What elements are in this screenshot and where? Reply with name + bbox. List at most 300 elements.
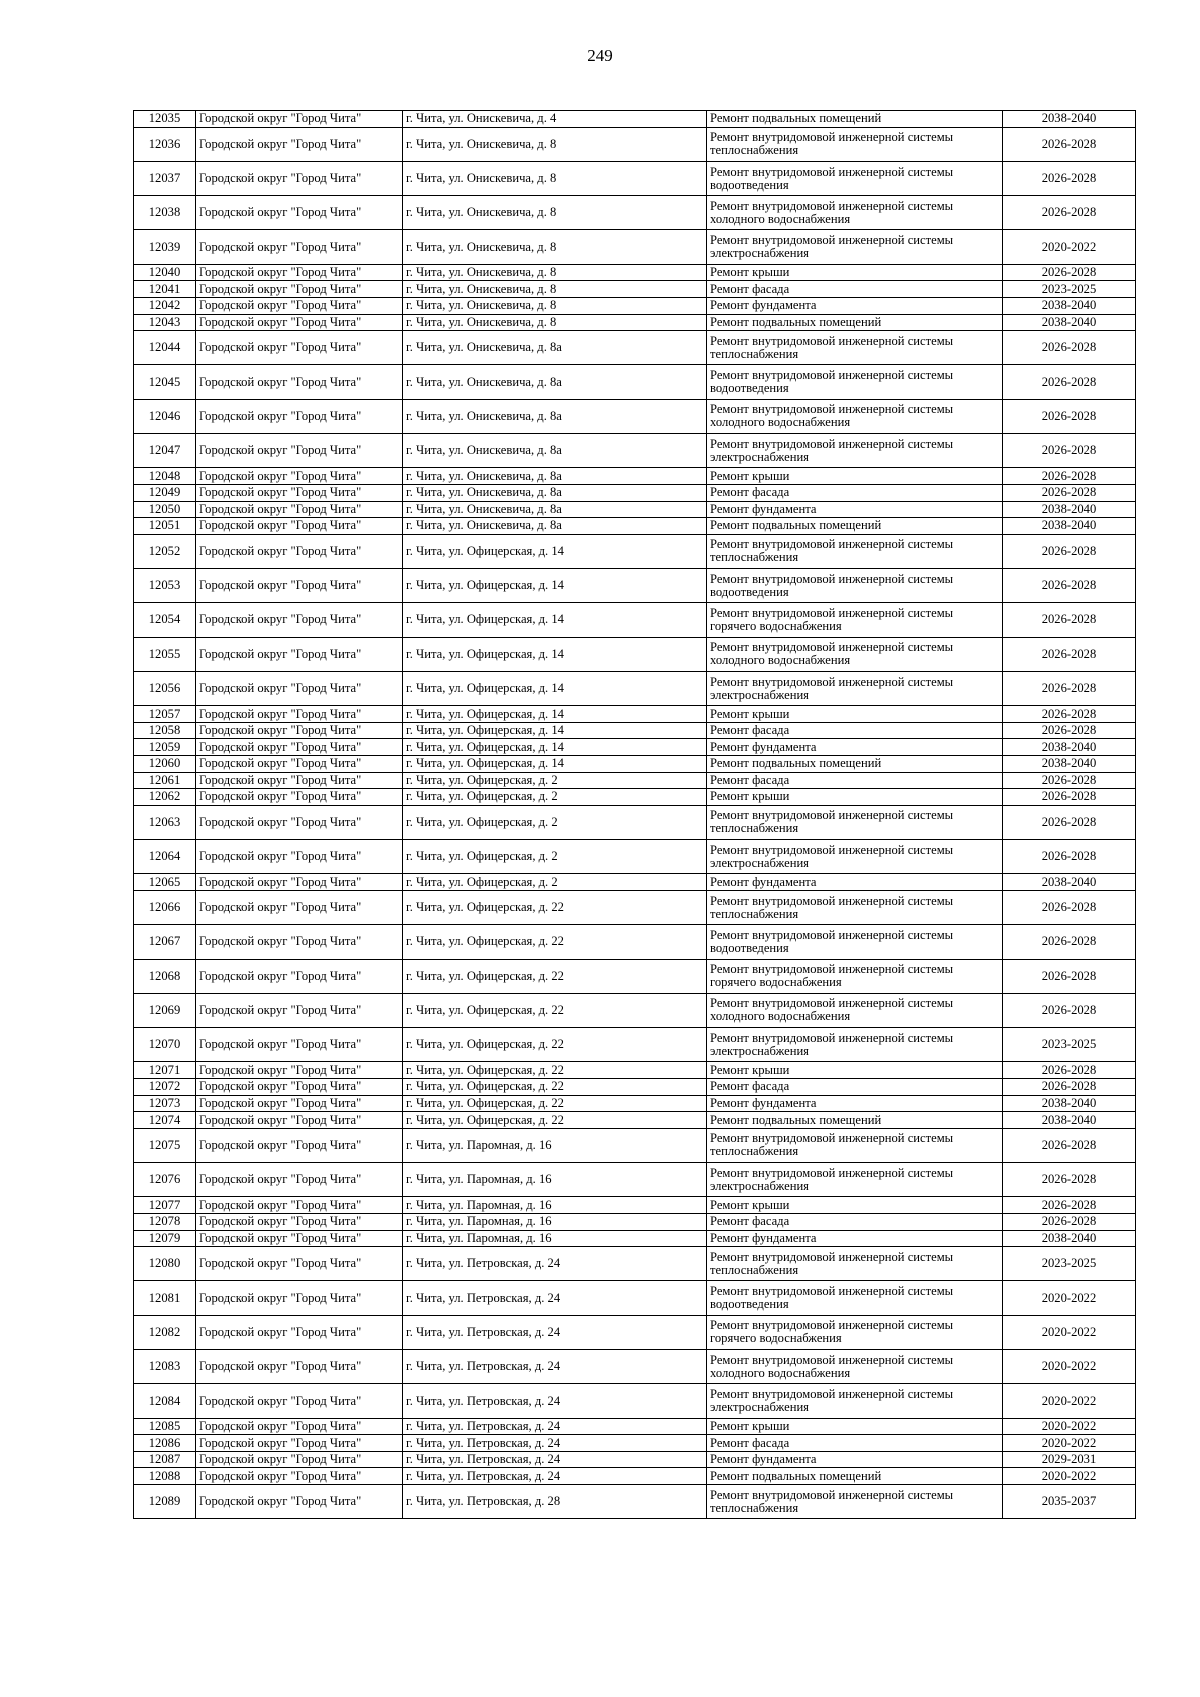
- row-number: 12088: [134, 1468, 196, 1485]
- period-cell: 2038-2040: [1003, 111, 1136, 128]
- work-type-cell: Ремонт подвальных помещений: [707, 314, 1003, 331]
- address-cell: г. Чита, ул. Петровская, д. 24: [403, 1435, 707, 1452]
- table-row: [134, 959, 1136, 993]
- municipality-cell: Городской округ "Город Чита": [196, 399, 403, 433]
- table-row: [134, 264, 1136, 281]
- period-cell: 2020-2022: [1003, 1418, 1136, 1435]
- period-cell: 2038-2040: [1003, 501, 1136, 518]
- period-cell: 2026-2028: [1003, 331, 1136, 365]
- table-row: [134, 993, 1136, 1027]
- period-cell: 2026-2028: [1003, 805, 1136, 839]
- period-cell: 2026-2028: [1003, 637, 1136, 671]
- table-row: [134, 706, 1136, 723]
- table-row: [134, 331, 1136, 365]
- row-number: 12045: [134, 365, 196, 399]
- municipality-cell: Городской округ "Город Чита": [196, 484, 403, 501]
- table-row: [134, 111, 1136, 128]
- row-number: 12082: [134, 1315, 196, 1349]
- address-cell: г. Чита, ул. Онискевича, д. 8: [403, 281, 707, 298]
- work-type-cell: Ремонт подвальных помещений: [707, 755, 1003, 772]
- work-type-cell: Ремонт внутридомовой инженерной системы теплоснабжения: [707, 127, 1003, 161]
- period-cell: 2026-2028: [1003, 264, 1136, 281]
- work-type-cell: Ремонт внутридомовой инженерной системы водоотведения: [707, 161, 1003, 195]
- address-cell: г. Чита, ул. Офицерская, д. 14: [403, 603, 707, 637]
- work-type-cell: Ремонт фасада: [707, 1435, 1003, 1452]
- row-number: 12052: [134, 534, 196, 568]
- municipality-cell: Городской округ "Город Чита": [196, 569, 403, 603]
- address-cell: г. Чита, ул. Офицерская, д. 14: [403, 722, 707, 739]
- municipality-cell: Городской округ "Город Чита": [196, 1028, 403, 1062]
- table-row: [134, 840, 1136, 874]
- period-cell: 2026-2028: [1003, 722, 1136, 739]
- work-type-cell: Ремонт внутридомовой инженерной системы электроснабжения: [707, 1163, 1003, 1197]
- work-type-cell: Ремонт внутридомовой инженерной системы горячего водоснабжения: [707, 1315, 1003, 1349]
- municipality-cell: Городской округ "Город Чита": [196, 230, 403, 264]
- work-type-cell: Ремонт внутридомовой инженерной системы теплоснабжения: [707, 805, 1003, 839]
- table-row: [134, 1163, 1136, 1197]
- period-cell: 2038-2040: [1003, 755, 1136, 772]
- municipality-cell: Городской округ "Город Чита": [196, 789, 403, 806]
- table-row: [134, 484, 1136, 501]
- municipality-cell: Городской округ "Город Чита": [196, 925, 403, 959]
- work-type-cell: Ремонт подвальных помещений: [707, 1468, 1003, 1485]
- row-number: 12035: [134, 111, 196, 128]
- table-row: [134, 127, 1136, 161]
- row-number: 12063: [134, 805, 196, 839]
- municipality-cell: Городской округ "Город Чита": [196, 196, 403, 230]
- work-type-cell: Ремонт внутридомовой инженерной системы электроснабжения: [707, 434, 1003, 468]
- period-cell: 2029-2031: [1003, 1451, 1136, 1468]
- address-cell: г. Чита, ул. Петровская, д. 28: [403, 1485, 707, 1519]
- table-row: [134, 399, 1136, 433]
- period-cell: 2026-2028: [1003, 1079, 1136, 1096]
- municipality-cell: Городской округ "Город Чита": [196, 281, 403, 298]
- work-type-cell: Ремонт внутридомовой инженерной системы электроснабжения: [707, 1028, 1003, 1062]
- municipality-cell: Городской округ "Город Чита": [196, 297, 403, 314]
- table-row: [134, 468, 1136, 485]
- period-cell: 2026-2028: [1003, 1214, 1136, 1231]
- municipality-cell: Городской округ "Город Чита": [196, 805, 403, 839]
- row-number: 12041: [134, 281, 196, 298]
- period-cell: 2035-2037: [1003, 1485, 1136, 1519]
- row-number: 12077: [134, 1197, 196, 1214]
- row-number: 12046: [134, 399, 196, 433]
- period-cell: 2026-2028: [1003, 840, 1136, 874]
- address-cell: г. Чита, ул. Паромная, д. 16: [403, 1163, 707, 1197]
- address-cell: г. Чита, ул. Петровская, д. 24: [403, 1247, 707, 1281]
- row-number: 12056: [134, 671, 196, 705]
- municipality-cell: Городской округ "Город Чита": [196, 706, 403, 723]
- table-row: [134, 755, 1136, 772]
- work-type-cell: Ремонт крыши: [707, 1418, 1003, 1435]
- address-cell: г. Чита, ул. Офицерская, д. 2: [403, 772, 707, 789]
- address-cell: г. Чита, ул. Онискевича, д. 8а: [403, 484, 707, 501]
- row-number: 12043: [134, 314, 196, 331]
- municipality-cell: Городской округ "Город Чита": [196, 671, 403, 705]
- municipality-cell: Городской округ "Город Чита": [196, 331, 403, 365]
- work-type-cell: Ремонт внутридомовой инженерной системы теплоснабжения: [707, 331, 1003, 365]
- period-cell: 2026-2028: [1003, 434, 1136, 468]
- municipality-cell: Городской округ "Город Чита": [196, 434, 403, 468]
- period-cell: 2026-2028: [1003, 789, 1136, 806]
- table-row: [134, 1062, 1136, 1079]
- row-number: 12084: [134, 1384, 196, 1418]
- municipality-cell: Городской округ "Город Чита": [196, 1062, 403, 1079]
- municipality-cell: Городской округ "Город Чита": [196, 874, 403, 891]
- row-number: 12079: [134, 1230, 196, 1247]
- work-type-cell: Ремонт крыши: [707, 1062, 1003, 1079]
- municipality-cell: Городской округ "Город Чита": [196, 1230, 403, 1247]
- work-type-cell: Ремонт фасада: [707, 772, 1003, 789]
- table-row: [134, 501, 1136, 518]
- address-cell: г. Чита, ул. Онискевича, д. 8: [403, 196, 707, 230]
- period-cell: 2026-2028: [1003, 890, 1136, 924]
- address-cell: г. Чита, ул. Петровская, д. 24: [403, 1350, 707, 1384]
- municipality-cell: Городской округ "Город Чита": [196, 501, 403, 518]
- municipality-cell: Городской округ "Город Чита": [196, 1128, 403, 1162]
- row-number: 12064: [134, 840, 196, 874]
- work-type-cell: Ремонт внутридомовой инженерной системы теплоснабжения: [707, 890, 1003, 924]
- period-cell: 2023-2025: [1003, 1028, 1136, 1062]
- period-cell: 2020-2022: [1003, 1350, 1136, 1384]
- municipality-cell: Городской округ "Город Чита": [196, 111, 403, 128]
- address-cell: г. Чита, ул. Офицерская, д. 22: [403, 1079, 707, 1096]
- row-number: 12038: [134, 196, 196, 230]
- municipality-cell: Городской округ "Город Чита": [196, 722, 403, 739]
- municipality-cell: Городской округ "Город Чита": [196, 755, 403, 772]
- row-number: 12055: [134, 637, 196, 671]
- municipality-cell: Городской округ "Город Чита": [196, 959, 403, 993]
- table-row: [134, 772, 1136, 789]
- work-type-cell: Ремонт внутридомовой инженерной системы холодного водоснабжения: [707, 637, 1003, 671]
- period-cell: 2026-2028: [1003, 925, 1136, 959]
- work-type-cell: Ремонт внутридомовой инженерной системы теплоснабжения: [707, 1485, 1003, 1519]
- table-body: [134, 111, 1136, 1519]
- address-cell: г. Чита, ул. Офицерская, д. 2: [403, 874, 707, 891]
- table-row: [134, 637, 1136, 671]
- municipality-cell: Городской округ "Город Чита": [196, 1468, 403, 1485]
- period-cell: 2038-2040: [1003, 518, 1136, 535]
- work-type-cell: Ремонт фасада: [707, 1214, 1003, 1231]
- work-type-cell: Ремонт внутридомовой инженерной системы горячего водоснабжения: [707, 603, 1003, 637]
- work-type-cell: Ремонт крыши: [707, 789, 1003, 806]
- table-row: [134, 874, 1136, 891]
- table-row: [134, 1350, 1136, 1384]
- address-cell: г. Чита, ул. Офицерская, д. 14: [403, 739, 707, 756]
- period-cell: 2026-2028: [1003, 161, 1136, 195]
- address-cell: г. Чита, ул. Офицерская, д. 14: [403, 706, 707, 723]
- period-cell: 2020-2022: [1003, 1468, 1136, 1485]
- table-row: [134, 230, 1136, 264]
- work-type-cell: Ремонт внутридомовой инженерной системы водоотведения: [707, 365, 1003, 399]
- period-cell: 2026-2028: [1003, 959, 1136, 993]
- period-cell: 2020-2022: [1003, 1435, 1136, 1452]
- table-row: [134, 1281, 1136, 1315]
- work-type-cell: Ремонт крыши: [707, 1197, 1003, 1214]
- address-cell: г. Чита, ул. Петровская, д. 24: [403, 1418, 707, 1435]
- municipality-cell: Городской округ "Город Чита": [196, 1079, 403, 1096]
- municipality-cell: Городской округ "Город Чита": [196, 739, 403, 756]
- address-cell: г. Чита, ул. Петровская, д. 24: [403, 1468, 707, 1485]
- row-number: 12062: [134, 789, 196, 806]
- table-row: [134, 890, 1136, 924]
- work-type-cell: Ремонт внутридомовой инженерной системы электроснабжения: [707, 840, 1003, 874]
- work-type-cell: Ремонт внутридомовой инженерной системы холодного водоснабжения: [707, 993, 1003, 1027]
- municipality-cell: Городской округ "Город Чита": [196, 1095, 403, 1112]
- table-row: [134, 297, 1136, 314]
- address-cell: г. Чита, ул. Петровская, д. 24: [403, 1451, 707, 1468]
- address-cell: г. Чита, ул. Онискевича, д. 8а: [403, 434, 707, 468]
- municipality-cell: Городской округ "Город Чита": [196, 264, 403, 281]
- address-cell: г. Чита, ул. Онискевича, д. 8: [403, 297, 707, 314]
- period-cell: 2038-2040: [1003, 1095, 1136, 1112]
- municipality-cell: Городской округ "Город Чита": [196, 1247, 403, 1281]
- table-row: [134, 1435, 1136, 1452]
- row-number: 12051: [134, 518, 196, 535]
- row-number: 12083: [134, 1350, 196, 1384]
- municipality-cell: Городской округ "Город Чита": [196, 1485, 403, 1519]
- row-number: 12036: [134, 127, 196, 161]
- table-row: [134, 805, 1136, 839]
- address-cell: г. Чита, ул. Офицерская, д. 22: [403, 993, 707, 1027]
- table-row: [134, 161, 1136, 195]
- repair-schedule-table: [133, 110, 1136, 1519]
- table-row: [134, 1095, 1136, 1112]
- work-type-cell: Ремонт крыши: [707, 468, 1003, 485]
- period-cell: 2026-2028: [1003, 534, 1136, 568]
- address-cell: г. Чита, ул. Офицерская, д. 22: [403, 925, 707, 959]
- table-row: [134, 1214, 1136, 1231]
- municipality-cell: Городской округ "Город Чита": [196, 1418, 403, 1435]
- row-number: 12057: [134, 706, 196, 723]
- row-number: 12076: [134, 1163, 196, 1197]
- municipality-cell: Городской округ "Город Чита": [196, 161, 403, 195]
- work-type-cell: Ремонт внутридомовой инженерной системы теплоснабжения: [707, 1128, 1003, 1162]
- table-row: [134, 569, 1136, 603]
- table-row: [134, 1315, 1136, 1349]
- row-number: 12087: [134, 1451, 196, 1468]
- address-cell: г. Чита, ул. Офицерская, д. 14: [403, 637, 707, 671]
- work-type-cell: Ремонт фундамента: [707, 1095, 1003, 1112]
- address-cell: г. Чита, ул. Паромная, д. 16: [403, 1214, 707, 1231]
- address-cell: г. Чита, ул. Онискевича, д. 8: [403, 264, 707, 281]
- address-cell: г. Чита, ул. Офицерская, д. 14: [403, 534, 707, 568]
- address-cell: г. Чита, ул. Онискевича, д. 8а: [403, 331, 707, 365]
- row-number: 12070: [134, 1028, 196, 1062]
- table-row: [134, 1418, 1136, 1435]
- row-number: 12086: [134, 1435, 196, 1452]
- address-cell: г. Чита, ул. Онискевича, д. 8: [403, 127, 707, 161]
- table-row: [134, 1485, 1136, 1519]
- address-cell: г. Чита, ул. Онискевича, д. 8: [403, 314, 707, 331]
- period-cell: 2026-2028: [1003, 603, 1136, 637]
- address-cell: г. Чита, ул. Офицерская, д. 22: [403, 1112, 707, 1129]
- municipality-cell: Городской округ "Город Чита": [196, 1384, 403, 1418]
- period-cell: 2026-2028: [1003, 706, 1136, 723]
- period-cell: 2023-2025: [1003, 281, 1136, 298]
- work-type-cell: Ремонт фундамента: [707, 1451, 1003, 1468]
- address-cell: г. Чита, ул. Офицерская, д. 2: [403, 805, 707, 839]
- work-type-cell: Ремонт подвальных помещений: [707, 111, 1003, 128]
- work-type-cell: Ремонт внутридомовой инженерной системы холодного водоснабжения: [707, 1350, 1003, 1384]
- table-row: [134, 434, 1136, 468]
- table-row: [134, 1247, 1136, 1281]
- period-cell: 2038-2040: [1003, 1112, 1136, 1129]
- period-cell: 2023-2025: [1003, 1247, 1136, 1281]
- municipality-cell: Городской округ "Город Чита": [196, 637, 403, 671]
- municipality-cell: Городской округ "Город Чита": [196, 518, 403, 535]
- period-cell: 2026-2028: [1003, 993, 1136, 1027]
- municipality-cell: Городской округ "Город Чита": [196, 1451, 403, 1468]
- address-cell: г. Чита, ул. Онискевича, д. 8а: [403, 399, 707, 433]
- address-cell: г. Чита, ул. Офицерская, д. 2: [403, 840, 707, 874]
- work-type-cell: Ремонт крыши: [707, 706, 1003, 723]
- work-type-cell: Ремонт фундамента: [707, 297, 1003, 314]
- work-type-cell: Ремонт внутридомовой инженерной системы водоотведения: [707, 569, 1003, 603]
- row-number: 12078: [134, 1214, 196, 1231]
- work-type-cell: Ремонт фундамента: [707, 874, 1003, 891]
- row-number: 12075: [134, 1128, 196, 1162]
- work-type-cell: Ремонт фундамента: [707, 501, 1003, 518]
- table-row: [134, 789, 1136, 806]
- municipality-cell: Городской округ "Город Чита": [196, 1214, 403, 1231]
- period-cell: 2026-2028: [1003, 671, 1136, 705]
- table-row: [134, 603, 1136, 637]
- row-number: 12089: [134, 1485, 196, 1519]
- address-cell: г. Чита, ул. Онискевича, д. 8а: [403, 468, 707, 485]
- municipality-cell: Городской округ "Город Чита": [196, 1281, 403, 1315]
- address-cell: г. Чита, ул. Офицерская, д. 14: [403, 569, 707, 603]
- table-row: [134, 1028, 1136, 1062]
- work-type-cell: Ремонт фасада: [707, 1079, 1003, 1096]
- period-cell: 2038-2040: [1003, 874, 1136, 891]
- period-cell: 2026-2028: [1003, 1128, 1136, 1162]
- period-cell: 2026-2028: [1003, 1163, 1136, 1197]
- row-number: 12060: [134, 755, 196, 772]
- address-cell: г. Чита, ул. Онискевича, д. 8: [403, 161, 707, 195]
- municipality-cell: Городской округ "Город Чита": [196, 993, 403, 1027]
- row-number: 12059: [134, 739, 196, 756]
- row-number: 12039: [134, 230, 196, 264]
- period-cell: 2020-2022: [1003, 1384, 1136, 1418]
- period-cell: 2038-2040: [1003, 297, 1136, 314]
- table-row: [134, 1468, 1136, 1485]
- municipality-cell: Городской округ "Город Чита": [196, 772, 403, 789]
- row-number: 12053: [134, 569, 196, 603]
- address-cell: г. Чита, ул. Офицерская, д. 22: [403, 1095, 707, 1112]
- table-row: [134, 671, 1136, 705]
- row-number: 12050: [134, 501, 196, 518]
- row-number: 12049: [134, 484, 196, 501]
- municipality-cell: Городской округ "Город Чита": [196, 1350, 403, 1384]
- page-number: 249: [587, 46, 613, 65]
- address-cell: г. Чита, ул. Офицерская, д. 22: [403, 1062, 707, 1079]
- municipality-cell: Городской округ "Город Чита": [196, 365, 403, 399]
- period-cell: 2020-2022: [1003, 1315, 1136, 1349]
- work-type-cell: Ремонт крыши: [707, 264, 1003, 281]
- row-number: 12080: [134, 1247, 196, 1281]
- period-cell: 2038-2040: [1003, 1230, 1136, 1247]
- municipality-cell: Городской округ "Город Чита": [196, 1112, 403, 1129]
- period-cell: 2026-2028: [1003, 569, 1136, 603]
- address-cell: г. Чита, ул. Онискевича, д. 8: [403, 230, 707, 264]
- municipality-cell: Городской округ "Город Чита": [196, 127, 403, 161]
- period-cell: 2026-2028: [1003, 1062, 1136, 1079]
- row-number: 12042: [134, 297, 196, 314]
- table-row: [134, 518, 1136, 535]
- row-number: 12044: [134, 331, 196, 365]
- row-number: 12065: [134, 874, 196, 891]
- row-number: 12071: [134, 1062, 196, 1079]
- address-cell: г. Чита, ул. Петровская, д. 24: [403, 1384, 707, 1418]
- row-number: 12066: [134, 890, 196, 924]
- table-row: [134, 534, 1136, 568]
- period-cell: 2026-2028: [1003, 484, 1136, 501]
- period-cell: 2026-2028: [1003, 468, 1136, 485]
- table-row: [134, 196, 1136, 230]
- row-number: 12067: [134, 925, 196, 959]
- table-row: [134, 1230, 1136, 1247]
- address-cell: г. Чита, ул. Офицерская, д. 2: [403, 789, 707, 806]
- period-cell: 2020-2022: [1003, 230, 1136, 264]
- municipality-cell: Городской округ "Город Чита": [196, 1163, 403, 1197]
- work-type-cell: Ремонт внутридомовой инженерной системы электроснабжения: [707, 1384, 1003, 1418]
- row-number: 12040: [134, 264, 196, 281]
- address-cell: г. Чита, ул. Онискевича, д. 8а: [403, 501, 707, 518]
- work-type-cell: Ремонт фасада: [707, 281, 1003, 298]
- address-cell: г. Чита, ул. Офицерская, д. 14: [403, 671, 707, 705]
- work-type-cell: Ремонт внутридомовой инженерной системы теплоснабжения: [707, 1247, 1003, 1281]
- period-cell: 2026-2028: [1003, 127, 1136, 161]
- table-row: [134, 1451, 1136, 1468]
- table-row: [134, 925, 1136, 959]
- municipality-cell: Городской округ "Город Чита": [196, 468, 403, 485]
- table-row: [134, 1079, 1136, 1096]
- row-number: 12054: [134, 603, 196, 637]
- address-cell: г. Чита, ул. Паромная, д. 16: [403, 1197, 707, 1214]
- municipality-cell: Городской округ "Город Чита": [196, 1315, 403, 1349]
- row-number: 12048: [134, 468, 196, 485]
- row-number: 12081: [134, 1281, 196, 1315]
- period-cell: 2026-2028: [1003, 1197, 1136, 1214]
- work-type-cell: Ремонт подвальных помещений: [707, 1112, 1003, 1129]
- period-cell: 2038-2040: [1003, 739, 1136, 756]
- municipality-cell: Городской округ "Город Чита": [196, 840, 403, 874]
- work-type-cell: Ремонт внутридомовой инженерной системы теплоснабжения: [707, 534, 1003, 568]
- row-number: 12073: [134, 1095, 196, 1112]
- period-cell: 2026-2028: [1003, 772, 1136, 789]
- work-type-cell: Ремонт фундамента: [707, 1230, 1003, 1247]
- municipality-cell: Городской округ "Город Чита": [196, 1435, 403, 1452]
- address-cell: г. Чита, ул. Офицерская, д. 14: [403, 755, 707, 772]
- address-cell: г. Чита, ул. Онискевича, д. 4: [403, 111, 707, 128]
- address-cell: г. Чита, ул. Петровская, д. 24: [403, 1315, 707, 1349]
- municipality-cell: Городской округ "Город Чита": [196, 314, 403, 331]
- work-type-cell: Ремонт фундамента: [707, 739, 1003, 756]
- table-row: [134, 281, 1136, 298]
- row-number: 12085: [134, 1418, 196, 1435]
- table-row: [134, 739, 1136, 756]
- period-cell: 2026-2028: [1003, 399, 1136, 433]
- row-number: 12047: [134, 434, 196, 468]
- work-type-cell: Ремонт внутридомовой инженерной системы холодного водоснабжения: [707, 196, 1003, 230]
- work-type-cell: Ремонт внутридомовой инженерной системы электроснабжения: [707, 230, 1003, 264]
- work-type-cell: Ремонт внутридомовой инженерной системы водоотведения: [707, 925, 1003, 959]
- row-number: 12061: [134, 772, 196, 789]
- address-cell: г. Чита, ул. Офицерская, д. 22: [403, 890, 707, 924]
- row-number: 12068: [134, 959, 196, 993]
- table-row: [134, 365, 1136, 399]
